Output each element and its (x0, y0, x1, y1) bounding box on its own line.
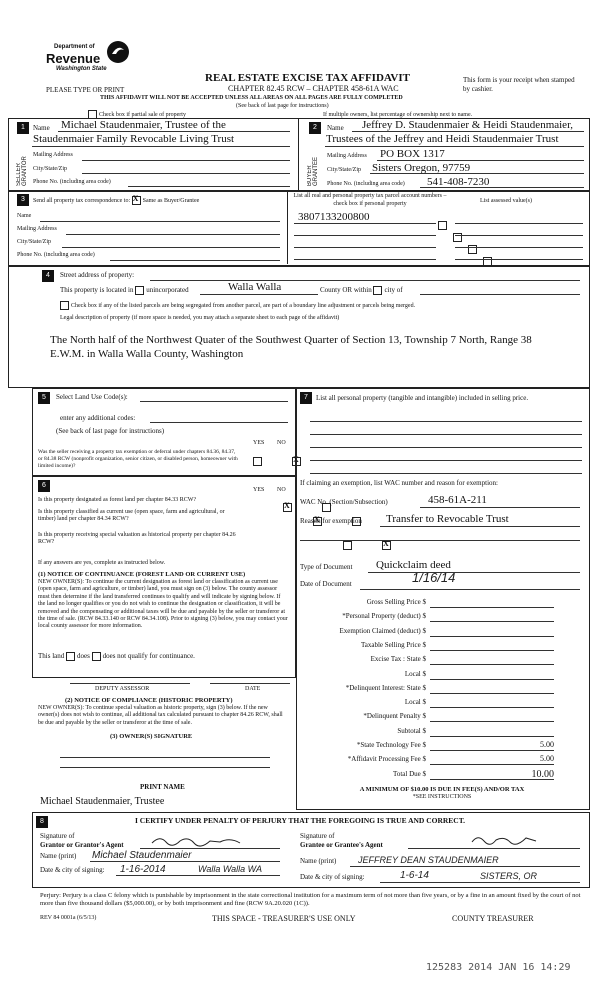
revenue-swirl-icon (106, 40, 130, 64)
does-checkbox[interactable] (66, 652, 75, 661)
grantee-name-label: Name (print) (300, 857, 337, 865)
parcel-checkbox-1[interactable] (438, 221, 447, 230)
assessor-date: DATE (245, 686, 261, 692)
located-line: This property is located in unincorporated (60, 286, 189, 295)
s5-see-back: (See back of last page for instructions) (56, 427, 165, 435)
owner-signature-label: (3) OWNER(S) SIGNATURE (110, 733, 193, 740)
minimum-note: A MINIMUM OF $10.00 IS DUE IN FEE(S) AND/OR TAX (359, 786, 525, 793)
tax-line-label: *Personal Property (deduct) $ (342, 612, 426, 621)
section-3-number: 3 (17, 194, 29, 206)
tax-line-label: *State Technology Fee $ (356, 741, 426, 749)
tax-line-label: *Affidavit Processing Fee $ (347, 755, 426, 764)
notice1-text: NEW OWNER(S): To continue the current designation as forest land or classification as current use (open space, farm and agriculture, or timber) land, you must sign on (3) below. The county assessor must then determine if the land transferred continues to qualify and will indicate by signing below. If the land no longer qualifies or you do not wish to continue the designation or classification, it will be removed and the compensating or additional taxes will be due and payable by the seller or transferor at the time of sale. (RCW 84.33.140 or RCW 84.34.108). Prior to signing (3) below, you may contact your local county assessor for more information. (38, 579, 288, 630)
reason-value[interactable]: Transfer to Revocable Trust (386, 513, 509, 525)
seller-mailing-label: Mailing Address (33, 152, 73, 158)
buyer-phone-value[interactable]: 541-408-7230 (427, 176, 490, 188)
s6-no: NO (277, 487, 286, 493)
parcel-number[interactable]: 3807133200800 (298, 211, 370, 223)
notice2-text: NEW OWNER(S): To continue special valuation as historic property, sign (3) below. If the new owner(s) does not wish to continue, all additional tax calculated pursuant to chapter 84.26 RCW, shall be due and payable by the seller or transferor at the time of sale. (38, 705, 283, 726)
seller-name-line1[interactable]: Michael Staudenmaier, Trustee of the (61, 119, 226, 131)
county-treasurer: COUNTY TREASURER (452, 914, 534, 923)
s6-q3: Is this property receiving special valuation as historical property per chapter 84.26 RCW? (38, 532, 236, 545)
tax-line-value[interactable]: 5.00 (430, 740, 554, 751)
seller-name-label: Name (33, 124, 50, 132)
segregated-checkbox[interactable] (60, 301, 69, 310)
buyer-mailing-label: Mailing Address (327, 153, 367, 159)
s3-name-label: Name (17, 213, 32, 219)
reason-label: Reason for exemption (300, 517, 362, 525)
tax-line-label: Total Due $ (393, 769, 426, 778)
tax-line-value[interactable] (430, 597, 554, 608)
tax-line-value[interactable]: 5.00 (430, 754, 554, 765)
tax-line-label: Taxable Selling Price $ (360, 640, 426, 649)
certify-line: I CERTIFY UNDER PENALTY OF PERJURY THAT THE FOREGOING IS TRUE AND CORRECT. (135, 816, 466, 825)
s3-phone-label: Phone No. (including area code) (17, 252, 95, 258)
s6-q2: Is this property classified as current use (open space, farm and agricultural, or timber) land per chapter 84.34 RCW? (38, 509, 225, 522)
partial-sale: Check box if partial sale of property (88, 110, 186, 119)
rev-number: REV 84 0001a (6/5/13) (40, 915, 97, 921)
notice2-title: (2) NOTICE OF COMPLIANCE (HISTORIC PROPERTY) (65, 697, 233, 704)
grantee-name-value[interactable]: JEFFREY DEAN STAUDENMAIER (358, 855, 499, 865)
s6-if-yes: If any answers are yes, complete as instructed below. (38, 560, 166, 566)
warning-line: THIS AFFIDAVIT WILL NOT BE ACCEPTED UNLESS ALL AREAS ON ALL PAGES ARE FULLY COMPLETED (100, 95, 403, 101)
treasurer-space: THIS SPACE - TREASURER'S USE ONLY (212, 914, 356, 923)
see-back: (See back of last page for instructions) (236, 103, 329, 109)
grantor-signature[interactable] (150, 833, 270, 847)
seller-side-label: SELLER GRANTOR (16, 156, 28, 186)
exemption-question: Was the seller receiving a property tax exemption or deferral under chapters 84.36, 84.37, or 84.38 RCW (nonprofit organization, senior citizen, or disabled person, homeowner with limited income)? (38, 449, 238, 469)
wac-value[interactable]: 458-61A-211 (428, 494, 487, 506)
notice1-title: (1) NOTICE OF CONTINUANCE (FOREST LAND OR CURRENT USE) (38, 571, 246, 578)
s5-no: NO (277, 440, 286, 446)
personal-property-label: List all personal property (tangible and intangible) included in selling price. (316, 394, 529, 402)
deputy-assessor: DEPUTY ASSESSOR (95, 686, 150, 692)
multiple-owners: If multiple owners, list percentage of ownership next to name. (323, 112, 473, 118)
section-4-number: 4 (42, 270, 54, 282)
segregated-line: Check box if any of the listed parcels are being segregated from another parcel, are part of a boundary line adjustment or parcels being merged. (60, 301, 415, 310)
tax-line-value[interactable] (430, 626, 554, 637)
unincorporated-checkbox[interactable] (135, 286, 144, 295)
tax-line-label: Excise Tax : State $ (370, 655, 426, 664)
county-or: County OR within city of (320, 286, 403, 295)
s6-q1-yes[interactable] (283, 503, 292, 512)
please-type: PLEASE TYPE OR PRINT (46, 86, 125, 94)
grantor-sig-label: Signature of Grantor or Grantor's Agent (40, 832, 124, 849)
seller-city-label: City/State/Zip (33, 166, 67, 172)
form-title: REAL ESTATE EXCISE TAX AFFIDAVIT (205, 72, 410, 84)
tax-line-value[interactable] (430, 726, 554, 737)
legal-label: Legal description of property (if more space is needed, you may attach a separate sheet to each page of the affidavit) (60, 315, 340, 321)
grantee-date-value[interactable]: 1-6-14 (400, 870, 429, 881)
buyer-phone-label: Phone No. (including area code) (327, 181, 405, 187)
send-correspondence: Send all property tax correspondence to: X Same as Buyer/Grantee (33, 196, 199, 205)
tax-line-value[interactable]: 10.00 (430, 769, 554, 780)
additional-codes: enter any additional codes: (60, 414, 136, 422)
legal-line2[interactable]: E.W.M. in Walla Walla County, Washington (50, 348, 244, 360)
perjury-statement: Perjury: Perjury is a class C felony which is punishable by imprisonment in the state correctional institution for a maximum term of not more than five years, or by a fine in an amount fixed by the court of not more than five thousand dollars ($5,000.00), or by both imprisonment and fine (RCW 9A.20.020 (1C)). (40, 892, 581, 907)
grantor-city-value[interactable]: Walla Walla WA (198, 864, 263, 874)
tax-line-value[interactable] (430, 654, 554, 665)
doc-date-label: Date of Document (300, 580, 352, 588)
grantor-date-value[interactable]: 1-16-2014 (120, 864, 166, 875)
tax-line-label: Subtotal $ (397, 726, 426, 735)
section-5-number: 5 (38, 392, 50, 404)
grantor-name-label: Name (print) (40, 852, 77, 860)
does-not-checkbox[interactable] (92, 652, 101, 661)
same-as-buyer-checkbox[interactable] (132, 196, 141, 205)
section-2-number: 2 (309, 122, 321, 134)
grantee-sig-label: Signature of Grantee or Grantee's Agent (300, 832, 383, 849)
county-value[interactable]: Walla Walla (228, 281, 282, 293)
city-checkbox[interactable] (373, 286, 382, 295)
section-8-number: 8 (36, 816, 48, 828)
receipt-note: This form is your receipt when stamped by cashier. (463, 76, 575, 93)
tax-line-value[interactable] (430, 640, 554, 651)
tax-line-value[interactable] (430, 611, 554, 622)
buyer-name-line1[interactable]: Jeffrey D. Staudenmaier & Heidi Staudenmaier, (362, 119, 574, 131)
tax-line-value[interactable] (430, 697, 554, 708)
s6-yes: YES (253, 487, 265, 493)
buyer-side-label: BUYER GRANTEE (307, 156, 319, 186)
section-1-number: 1 (17, 122, 29, 134)
buyer-name-line2[interactable]: Trustees of the Jeffrey and Heidi Staudenmaier Trust (326, 133, 559, 145)
parcel-header: List all real and personal property tax parcel account numbers – check box if personal property (293, 193, 447, 207)
buyer-city-label: City/State/Zip (327, 167, 361, 173)
doc-type-value[interactable]: Quickclaim deed (376, 559, 451, 571)
form-chapters: CHAPTER 82.45 RCW – CHAPTER 458-61A WAC (228, 84, 399, 93)
grantee-city-value[interactable]: SISTERS, OR (480, 871, 538, 881)
buyer-city-value[interactable]: Sisters Oregon, 97759 (372, 162, 471, 174)
grantee-date-label: Date & city of signing: (300, 873, 365, 881)
tax-line-value[interactable] (430, 669, 554, 680)
logo-dept: Department of (54, 44, 95, 50)
tax-line-value[interactable] (430, 711, 554, 722)
tax-line-label: *Delinquent Interest: State $ (345, 683, 426, 692)
grantee-signature[interactable] (470, 832, 550, 846)
doc-date-value[interactable]: 1/16/14 (412, 570, 456, 585)
tax-line-label: *Delinquent Penalty $ (363, 712, 426, 721)
buyer-mailing-value[interactable]: PO BOX 1317 (380, 148, 445, 160)
buyer-name-label: Name (327, 124, 344, 132)
tax-line-label: Gross Selling Price $ (366, 598, 426, 606)
section-4-box (8, 266, 590, 388)
land-use-label: Select Land Use Code(s): (56, 393, 128, 401)
legal-line1[interactable]: The North half of the Northwest Quater of the Southwest Quarter of Section 13, Township 7 North, Range 38 (50, 334, 532, 346)
wac-label: WAC No. (Section/Subsection) (300, 498, 388, 506)
print-name-value[interactable]: Michael Staudenmaier, Trustee (40, 796, 165, 807)
seller-name-line2[interactable]: Staudenmaier Family Revocable Living Trust (33, 133, 235, 145)
assessed-header: List assessed value(s) (480, 198, 532, 204)
logo-revenue: Revenue (46, 51, 101, 66)
tax-line-value[interactable] (430, 683, 554, 694)
see-instructions: *SEE INSTRUCTIONS (412, 794, 472, 800)
continuance-line: This land does does not qualify for continuance. (38, 652, 195, 661)
seller-phone-label: Phone No. (including area code) (33, 179, 111, 185)
s6-q1: Is this property designated as forest land per chapter 84.33 RCW? (38, 497, 197, 503)
exemption-label: If claiming an exemption, list WAC number and reason for exemption: (300, 479, 498, 487)
doc-type-label: Type of Document (300, 563, 353, 571)
print-name-label: PRINT NAME (140, 783, 185, 791)
tax-line-label: Local $ (404, 669, 426, 678)
tax-line-label: Local $ (404, 698, 426, 707)
s3-city-label: City/State/Zip (17, 239, 51, 245)
tax-line-label: Exemption Claimed (deduct) $ (339, 626, 426, 635)
cashier-stamp: 125283 2014 JAN 16 14:29 (426, 962, 571, 973)
logo-state: Washington State (56, 66, 107, 72)
s5-yes: YES (253, 440, 265, 446)
grantor-name-value[interactable]: Michael Staudenmaier (92, 850, 192, 861)
section-6-number: 6 (38, 480, 50, 492)
s3-mailing-label: Mailing Address (17, 226, 57, 232)
grantor-date-label: Date & city of signing: (40, 866, 105, 874)
section-7-number: 7 (300, 392, 312, 404)
revenue-logo (46, 40, 136, 74)
street-label: Street address of property: (60, 271, 135, 279)
s5-yes-checkbox[interactable] (253, 457, 262, 466)
